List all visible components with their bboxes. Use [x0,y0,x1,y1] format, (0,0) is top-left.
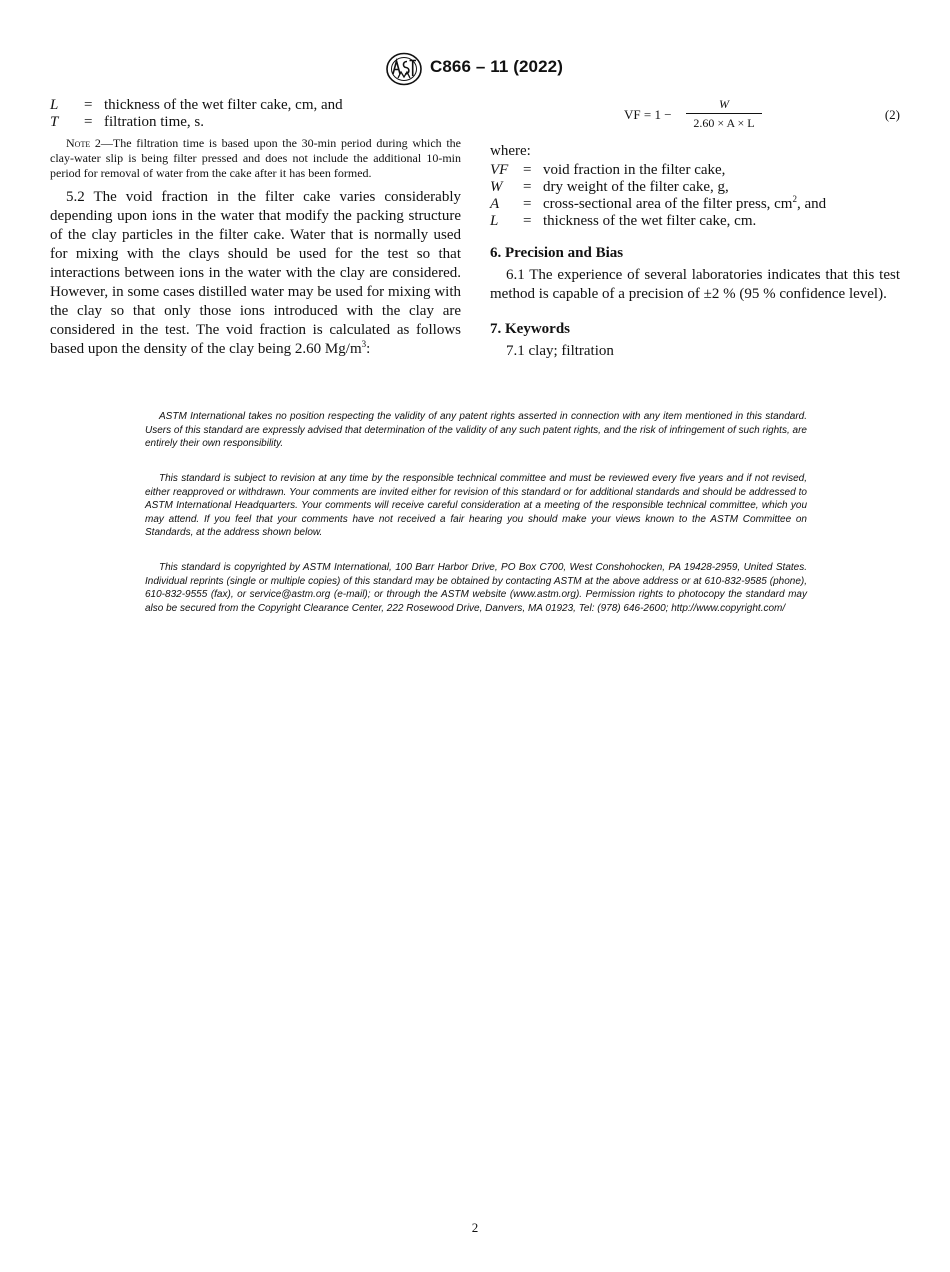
definition-equals: = [523,213,532,229]
equation-number: (2) [884,107,900,122]
definition-text: dry weight of the filter cake, g, [543,179,729,195]
definition-row [490,162,900,179]
fraction-bar [686,113,762,114]
definition-equals: = [523,196,532,212]
definition-symbol: VF [490,162,509,178]
patent-notice: ASTM International takes no position respecting the validity of any patent rights asserted in connection with any item mentioned in this standard. Users of this standard are expressly advised that determination of the validity of any such patent rights, and the risk of infringement of such rights, are entirely their own responsibility. [145,411,807,450]
definition-text: void fraction in the filter cake, [543,162,726,178]
definition-text: filtration time, s. [104,114,204,130]
definition-symbol: W [490,179,503,195]
equation-fraction [686,97,762,130]
astm-logo-icon [385,52,423,86]
paragraph-5-2 [50,188,461,359]
equation-2 [490,97,900,133]
definition-symbol: A [490,196,500,212]
equation-denominator: 2.60 × A × L [693,116,755,130]
superscript: 3 [361,339,367,349]
superscript: 2 [792,194,797,204]
definition-equals: = [84,114,93,130]
equation-lhs: VF = 1 − [624,107,672,122]
section-6-heading: 6. Precision and Bias [490,245,624,261]
definition-text-wrapper [543,196,826,213]
definition-text: thickness of the wet filter cake, cm. [543,213,757,229]
definition-symbol: L [490,213,499,229]
definition-row [490,179,900,196]
page-header [0,52,950,86]
note-2 [50,136,461,181]
definition-symbol: L [50,97,59,113]
definition-equals: = [84,97,93,113]
where-label: where: [490,143,531,159]
note-text: —The filtration time is based upon the 30-min period during which the clay-water slip is being filter pressed and does not include the additional 10-min period for removal of water from the cake after it has been formed. [50,136,461,180]
paragraph-5-2-text: 5.2 The void fraction in the filter cake varies considerably depending upon ions in the water that modify the packing structure of the clay particles in the filter cake. Water that is normally used for mixing with the clays should be used for the test so that interactions between ions in the water with the clay are considered. However, in some cases distilled water may be used for mixing with the clay so that only those ions introduced with the clay are considered in the test. The void fraction is calculated as follows based upon the density of the clay being 2.60 Mg/m [50,189,461,357]
paragraph-6-1: 6.1 The experience of several laboratories indicates that this test method is capable of a precision of ±2 % (95 % confidence level). [490,267,900,302]
note-label: Note 2 [66,136,101,150]
page-number: 2 [471,1220,479,1235]
definition-symbol: T [50,114,59,130]
equation-numerator: W [719,97,729,111]
definition-row [50,114,461,131]
section-7-heading: 7. Keywords [490,321,570,337]
definition-row [490,196,900,213]
definition-row [490,213,900,230]
right-column [490,97,900,361]
definition-row [50,97,461,114]
definition-text: cross-sectional area of the filter press, cm [543,196,793,212]
left-column [50,97,461,359]
document-title: C866 – 11 (2022) [430,57,563,76]
paragraph-5-2-end: : [366,341,371,357]
definition-equals: = [523,179,532,195]
copyright-notice: This standard is copyrighted by ASTM International, 100 Barr Harbor Drive, PO Box C700, West Conshohocken, PA 19428-2959, United States. Individual reprints (single or multiple copies) of this standard may be obtained by contacting ASTM at the above address or at 610-832-9585 (phone), 610-832-9555 (fax), or service@astm.org (e-mail); or through the ASTM website (www.astm.org). Permission rights to photocopy the standard may also be secured from the Copyright Clearance Center, 222 Rosewood Drive, Danvers, MA 01923, Tel: (978) 646-2600; http://www.copyright.com/ [145,562,807,614]
definition-text: thickness of the wet filter cake, cm, and [104,97,343,113]
paragraph-7-1: 7.1 clay; filtration [506,343,614,359]
revision-notice: This standard is subject to revision at any time by the responsible technical committee and must be reviewed every five years and if not revised, either reapproved or withdrawn. Your comments are invited either for revision of this standard or for additional standards and should be addressed to ASTM International Headquarters. Your comments will receive careful consideration at a meeting of the responsible technical committee, which you may attend. If you feel that your comments have not received a fair hearing you should make your views known to the ASTM Committee on Standards, at the address shown below. [145,473,807,539]
definition-equals: = [523,162,532,178]
definition-tail: , and [796,196,827,212]
